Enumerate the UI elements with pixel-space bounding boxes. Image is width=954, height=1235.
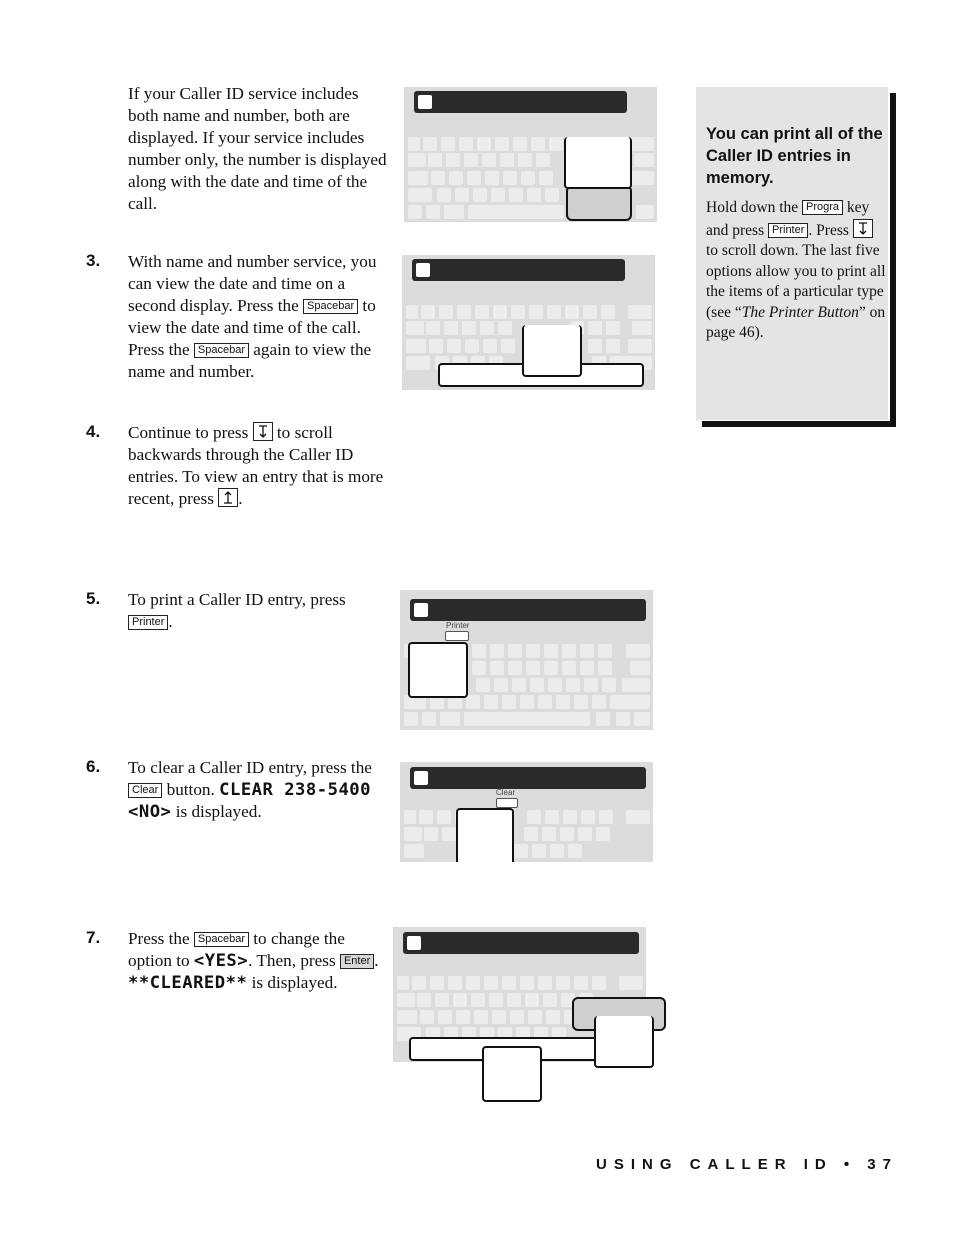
spacebar-key-label: Spacebar <box>194 932 249 947</box>
hand-pointer-icon <box>456 808 514 862</box>
step-6-text: To clear a Caller ID entry, press the Clear button. CLEAR 238-5400 <NO> is displayed. <box>128 758 372 822</box>
scroll-key-highlight <box>566 185 632 221</box>
keyboard-illustration-3 <box>400 590 653 730</box>
sidebar-title: You can print all of the Caller ID entries in memory. <box>706 125 883 187</box>
page-footer: USING CALLER ID • 37 <box>596 1156 898 1173</box>
keyboard-illustration-1 <box>404 87 657 222</box>
printer-key-caption: Printer <box>446 621 470 630</box>
enter-key-label: Enter <box>340 954 374 969</box>
step-7-text: Press the Spacebar to change the option to <YES>. Then, press Enter . **CLEARED** is displayed. <box>128 929 379 993</box>
lcd-message: CLEAR 238-5400 <NO> <box>128 780 371 822</box>
hand-pointer-icon <box>408 642 468 698</box>
step-3-number: 3. <box>86 251 101 270</box>
scroll-down-arrow-icon <box>253 422 273 441</box>
step-4-text: Continue to press to scroll backwards through the Caller ID entries. To view an entry that is more recent, press . <box>128 423 384 508</box>
scroll-down-arrow-icon <box>853 219 873 238</box>
sidebar-shadow <box>702 421 896 427</box>
printer-key-label: Printer <box>128 615 168 630</box>
step-3-text: With name and number service, you can view the date and time on a second display. Press the Spacebar to view the date and time of the call. Press the Spacebar again to view the name and number. <box>128 252 377 381</box>
keyboard-illustration-2 <box>402 255 655 390</box>
hand-pointer-icon <box>522 325 582 377</box>
step-6-number: 6. <box>86 757 101 776</box>
hand-pointer-icon <box>482 1046 542 1102</box>
spacebar-key-label: Spacebar <box>194 343 249 358</box>
lcd-message: **CLEARED** <box>128 973 248 993</box>
printer-key-label: Printer <box>768 223 808 238</box>
hand-pointer-icon <box>564 137 632 189</box>
clear-key <box>496 798 518 808</box>
step-4-number: 4. <box>86 422 101 441</box>
printer-key <box>445 631 469 641</box>
lcd-message: <YES> <box>193 951 249 971</box>
step-5-text: To print a Caller ID entry, press Printer . <box>128 590 346 631</box>
sidebar-shadow <box>890 93 896 427</box>
clear-key-label: Clear <box>128 783 162 798</box>
scroll-up-arrow-icon <box>218 488 238 507</box>
clear-key-caption: Clear <box>496 788 516 797</box>
spacebar-key-label: Spacebar <box>303 299 358 314</box>
step-5-number: 5. <box>86 589 101 608</box>
hand-pointer-icon <box>594 1016 654 1068</box>
program-key-label: Progra <box>802 200 843 215</box>
sidebar-reference: The Printer Button <box>741 303 859 321</box>
step-7-number: 7. <box>86 928 101 947</box>
sidebar-body: Hold down the Progra key and press Printer . Press to scroll down. The last five options allow you to print all the items of a particular type (see “The Printer Button” on page 46). <box>706 199 886 341</box>
intro-paragraph: If your Caller ID service includes both name and number, both are displayed. If your service includes number only, the number is displayed along with the date and time of the call. <box>128 84 387 213</box>
keyboard-illustration-4 <box>400 762 653 862</box>
